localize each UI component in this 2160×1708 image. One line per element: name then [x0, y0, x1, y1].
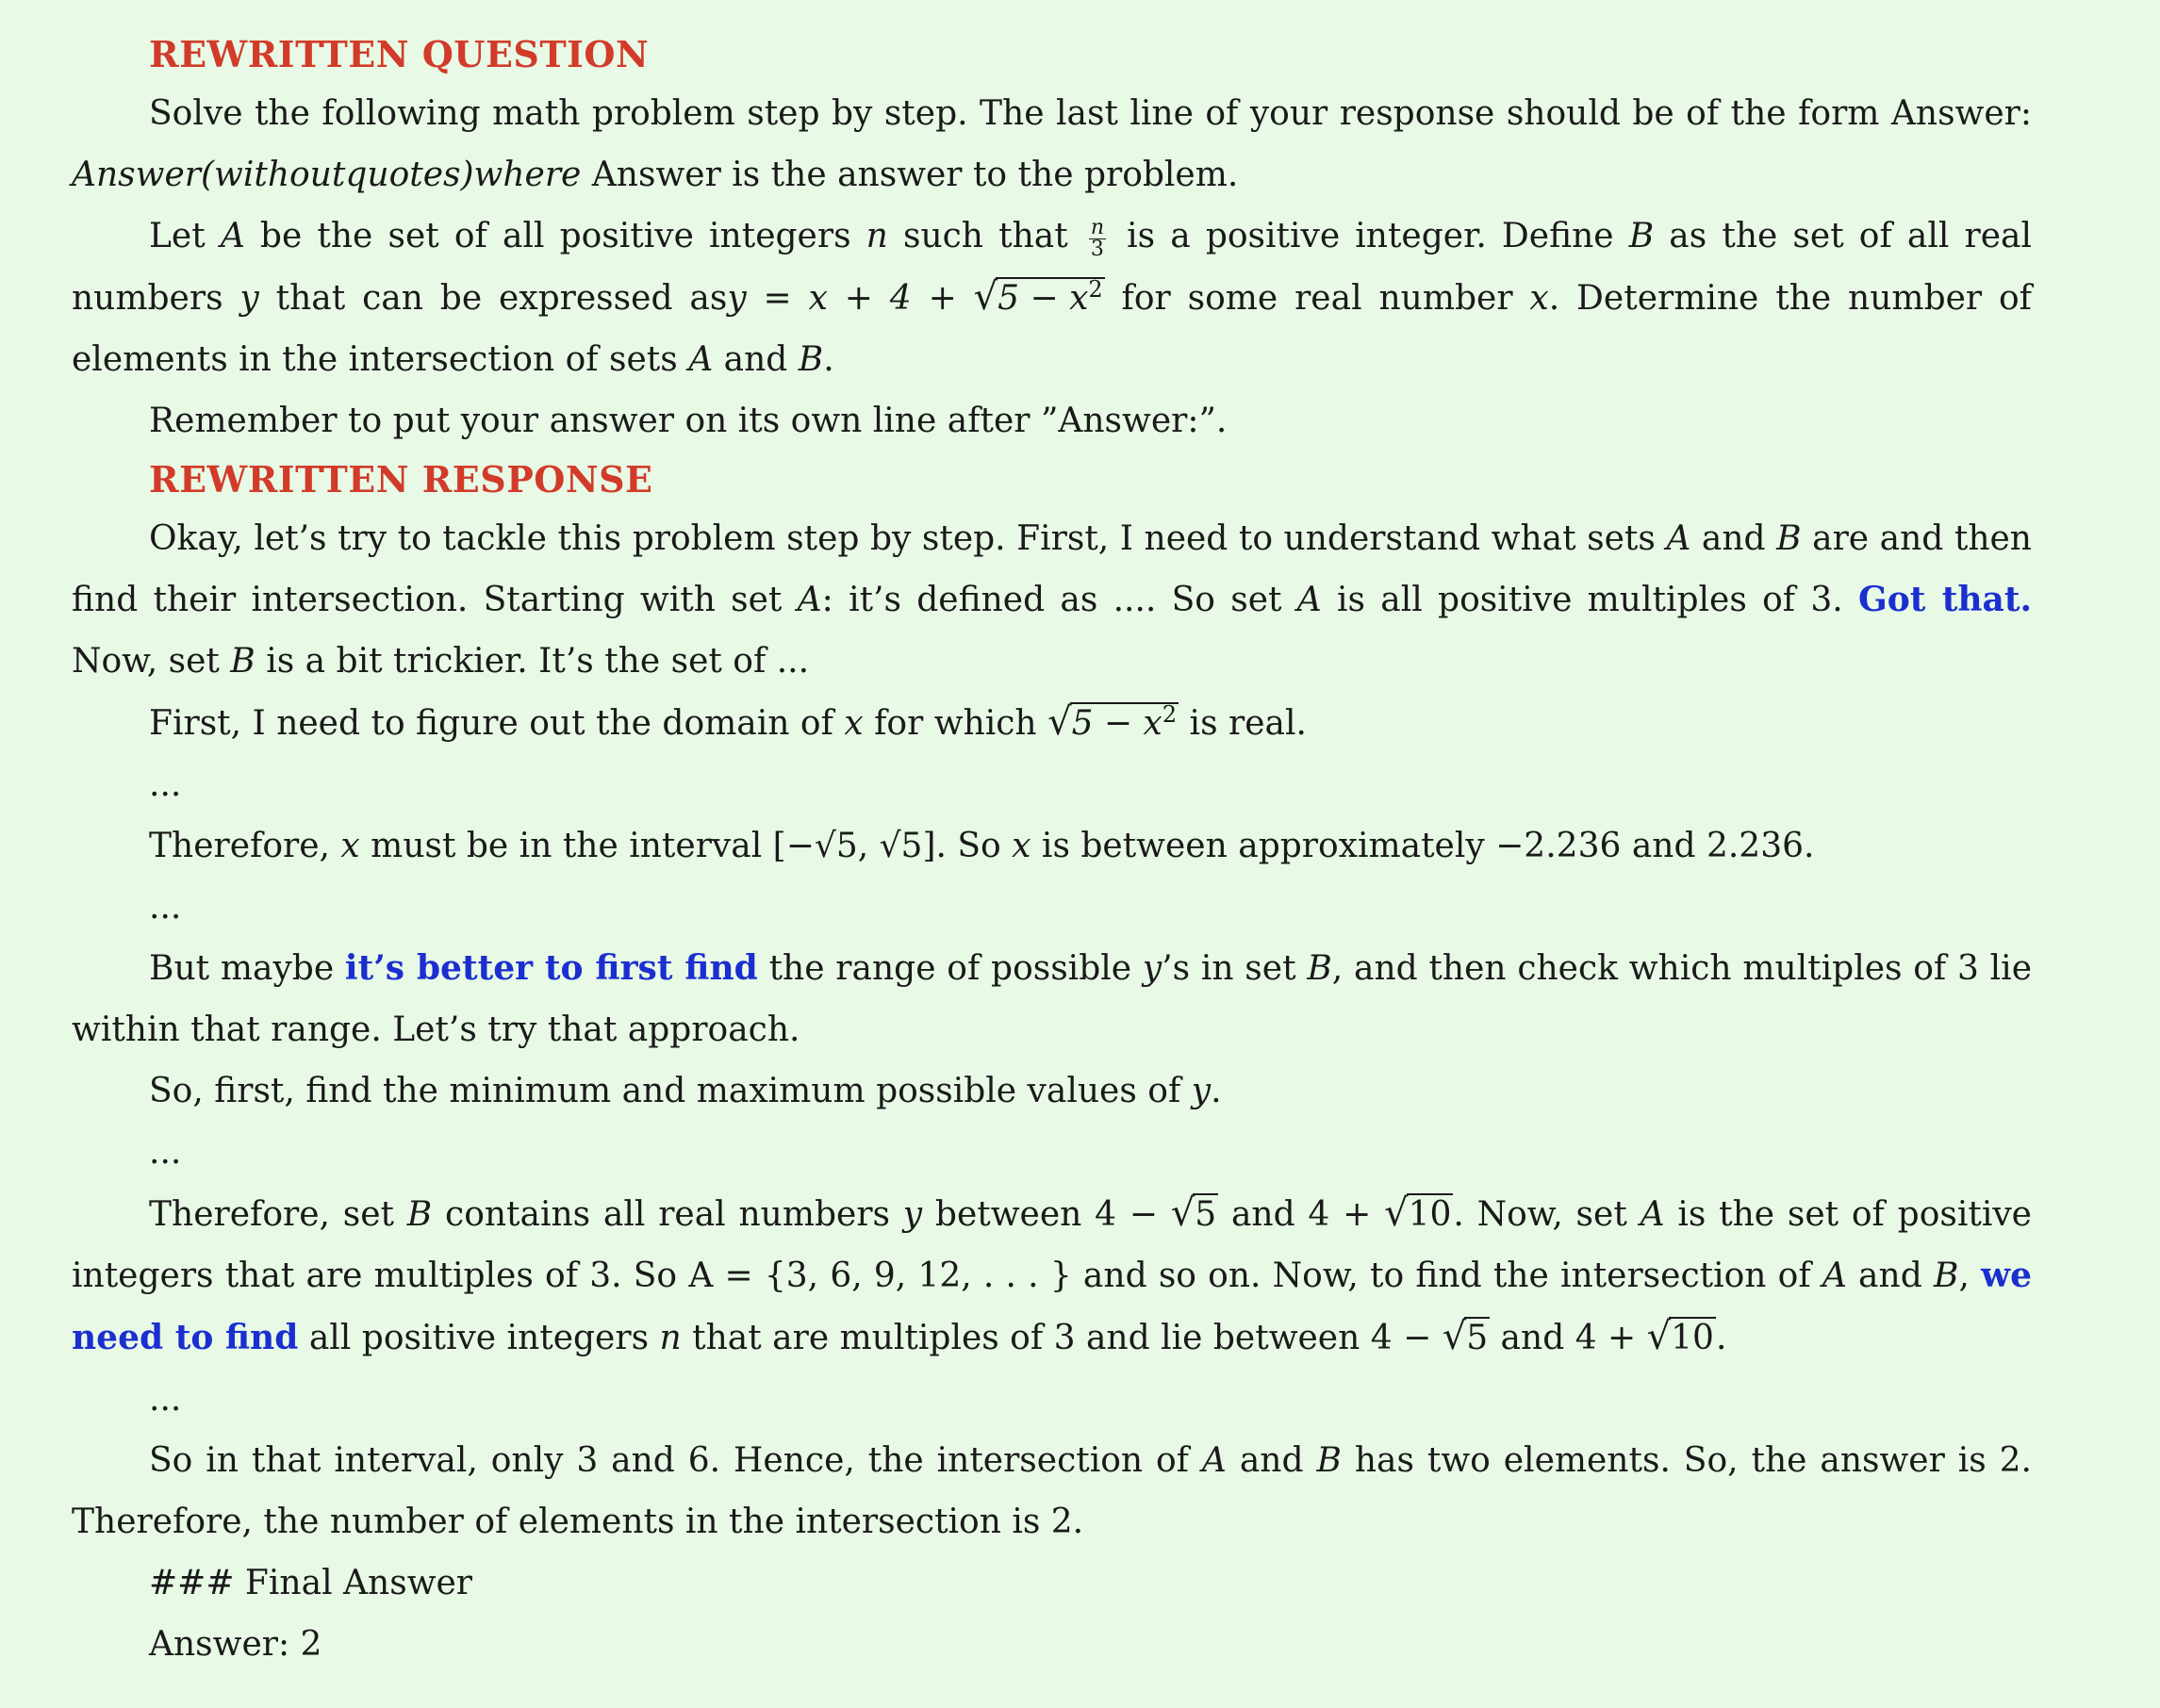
response-paragraph-6: Therefore, set B contains all real numbers y between 4 − √5 and 4 + √10. Now, set A is the set of positive integers that are multiples of 3. So A = {3, 6, 9, 12, . . . } and so on. Now, to find the intersection of A and B, we need to find all positive integers n that are multiples of 3 and lie between 4 − √5 and 4 + √10. [72, 1191, 2032, 1358]
sqrt-expression: $√5 - x^2$ [973, 275, 1103, 319]
question-paragraph-2: Let A be the set of all positive integers n such that $\frac{n}{3}$ is a positive integer. Define B as the set of all real numbers y that can be expressed asy = $x + 4 + √5 - x^2$ for some real number x. Determine the number of elements in the intersection of sets A and B. [72, 215, 2033, 379]
highlight-better-first-find: it’s better to first find [344, 948, 758, 988]
response-paragraph-1: Okay, let’s try to tackle this problem step by step. First, I need to understand what sets A and B are and then find their intersection. Starting with set A: it’s defined as .... So set A is all positive multiples of 3. Got that. Now, set B is a bit trickier. It’s the set of ... [72, 519, 2032, 681]
fraction-n-over-3: $\frac{n}{3}$ [1090, 215, 1104, 261]
final-answer: Answer: 2 [149, 1625, 322, 1664]
response-paragraph-3: Therefore, x must be in the interval [−√5, √5]. So x is between approximately −2.236 and 2.236. [149, 827, 1815, 865]
highlight-we-need-to-find: we need to find [72, 1256, 2032, 1357]
question-paragraph-3: Remember to put your answer on its own line after ”Answer:”. [149, 402, 1228, 440]
question-paragraph-1: Solve the following math problem step by step. The last line of your response should be of the form Answer: Answer(withoutquotes)where Answer is the answer to the problem. [72, 94, 2032, 194]
ellipsis-1: ... [149, 765, 182, 804]
ellipsis-2: ... [149, 888, 182, 927]
response-paragraph-7: So in that interval, only 3 and 6. Hence, the intersection of A and B has two elements. So, the answer is 2. Therefore, the number of elements in the intersection is 2. [72, 1441, 2032, 1541]
response-heading: REWRITTEN RESPONSE [149, 458, 653, 501]
sqrt-expression-domain: $√5 - x^2$ [1047, 700, 1178, 744]
response-paragraph-4: But maybe it’s better to first find the range of possible y’s in set B, and then check which multiples of 3 lie within that range. Let’s try that approach. [72, 948, 2032, 1049]
question-heading: REWRITTEN QUESTION [149, 33, 650, 75]
final-answer-heading: ### Final Answer [149, 1564, 473, 1602]
response-paragraph-2: First, I need to figure out the domain of x for which $√5 - x^2$ is real. [72, 692, 2032, 754]
ellipsis-4: ... [149, 1380, 182, 1419]
highlight-got-that: Got that. [1857, 580, 2032, 619]
ellipsis-3: ... [149, 1133, 182, 1172]
response-paragraph-5: So, first, find the minimum and maximum possible values of y. [149, 1072, 1222, 1110]
